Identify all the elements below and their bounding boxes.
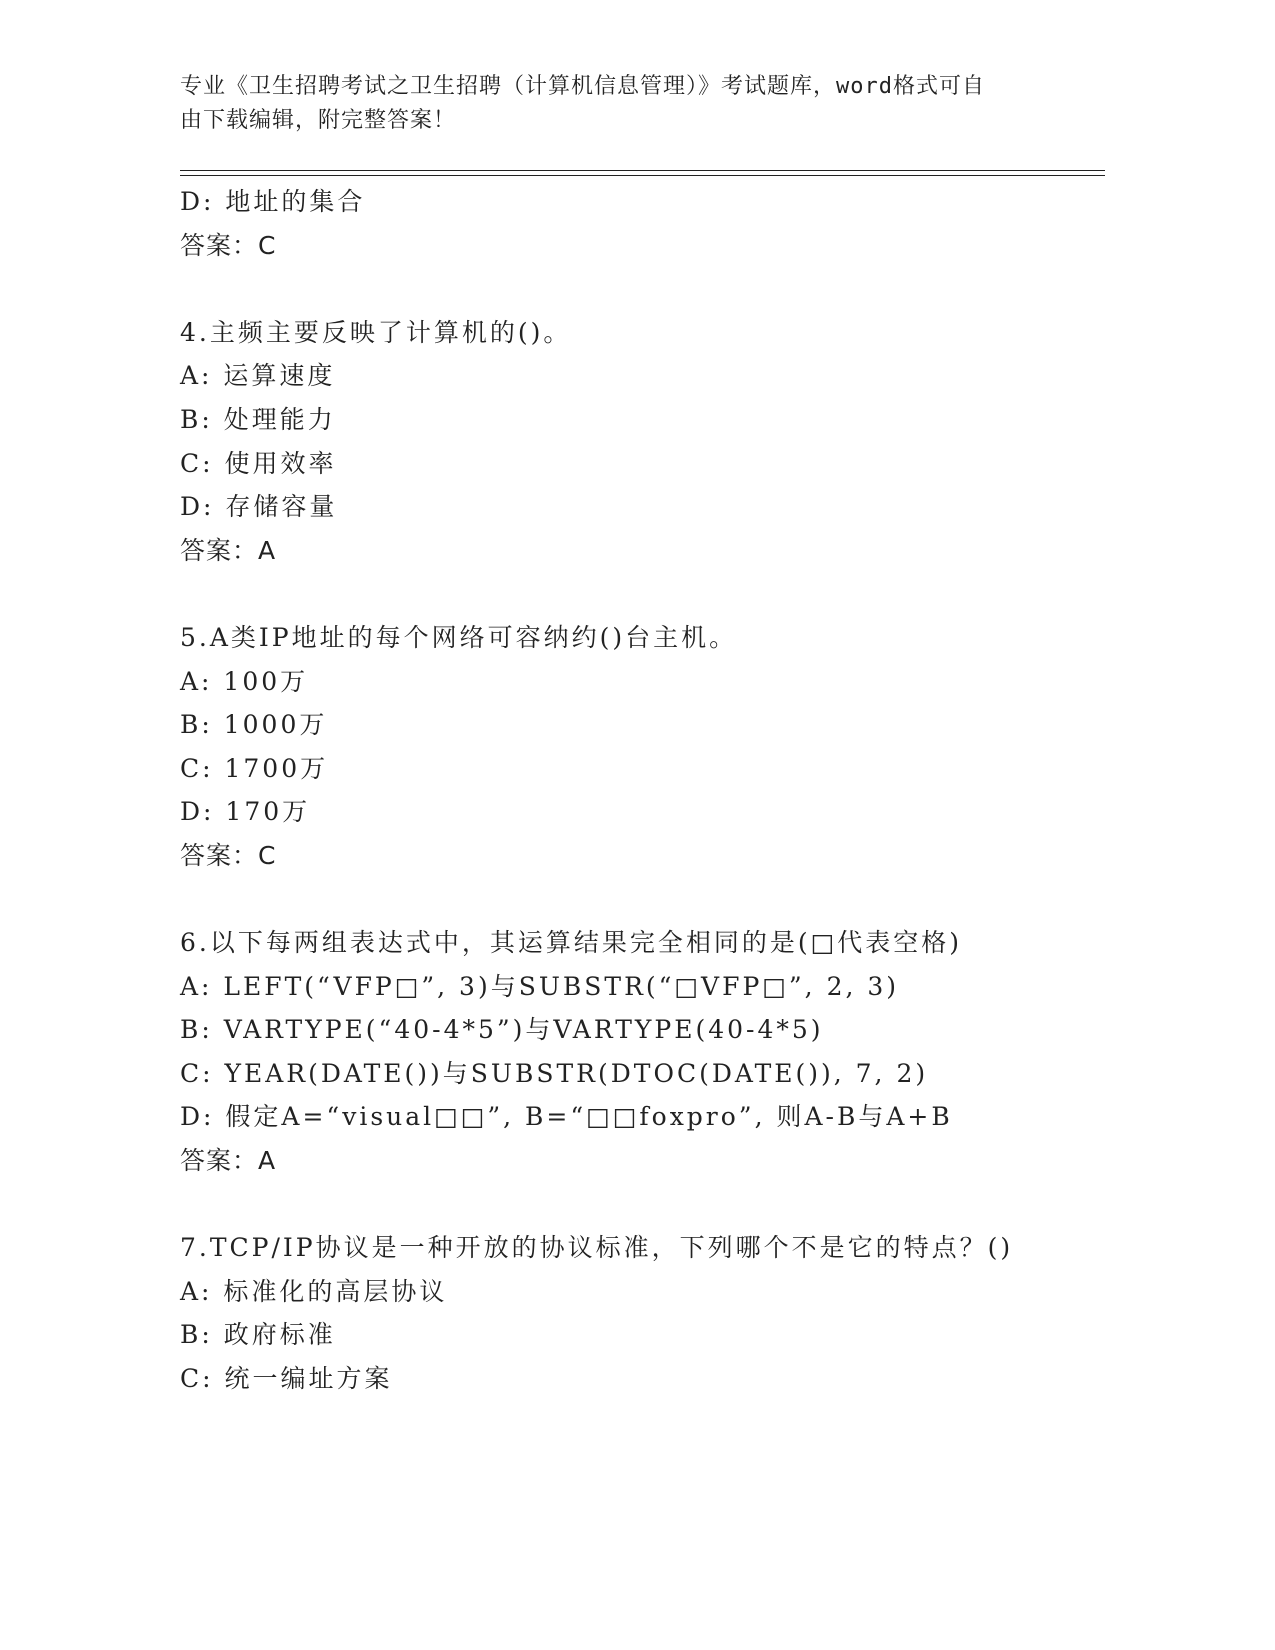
question-7: [180, 1226, 1080, 1400]
option-a: A: 运算速度: [180, 361, 336, 391]
answer: 答案：A: [180, 1146, 277, 1176]
answer: 答案：C: [180, 840, 277, 870]
spacer: [180, 572, 1080, 616]
question-4: [180, 311, 1080, 573]
header-divider-top: [180, 170, 1105, 171]
option-c: C: 1700万: [180, 753, 329, 783]
question-text: 7.TCP/IP协议是一种开放的协议标准，下列哪个不是它的特点？(): [180, 1233, 1014, 1263]
question-6: [180, 921, 1080, 1183]
header-line-2: 由下载编辑，附完整答案！: [180, 108, 457, 133]
option-a: A: 标准化的高层协议: [180, 1276, 448, 1306]
option-b: B: VARTYPE(“40-4*5”)与VARTYPE(40-4*5): [180, 1015, 824, 1045]
option-d: D: 170万: [180, 797, 311, 827]
spacer: [180, 1183, 1080, 1227]
document-header: [180, 70, 1040, 138]
header-divider-bottom: [180, 175, 1105, 176]
option-a: A: 100万: [180, 666, 309, 696]
option-c: C: 统一编址方案: [180, 1364, 393, 1394]
option-d: D: 假定A=“visual□□”, B=“□□foxpro”, 则A-B与A+B: [180, 1102, 953, 1132]
option-a: A: LEFT(“VFP□”, 3)与SUBSTR(“□VFP□”, 2, 3): [180, 971, 900, 1001]
option-c: C: YEAR(DATE())与SUBSTR(DTOC(DATE()), 7, 2): [180, 1058, 929, 1088]
question-text: 4.主频主要反映了计算机的()。: [180, 317, 572, 347]
option-c: C: 使用效率: [180, 448, 337, 478]
option-b: B: 政府标准: [180, 1320, 336, 1350]
question-text: 6.以下每两组表达式中，其运算结果完全相同的是(□代表空格): [180, 928, 962, 958]
spacer: [180, 878, 1080, 922]
question-5: [180, 616, 1080, 878]
option-b: B: 1000万: [180, 710, 328, 740]
answer: 答案：A: [180, 535, 277, 565]
answer: 答案：C: [180, 230, 277, 260]
header-line-1: 专业《卫生招聘考试之卫生招聘（计算机信息管理）》考试题库，word格式可自: [180, 74, 985, 99]
option-b: B: 处理能力: [180, 404, 336, 434]
option-d: D: 存储容量: [180, 492, 338, 522]
question-list: [180, 180, 1080, 1401]
spacer: [180, 267, 1080, 311]
option-d: D: 地址的集合: [180, 187, 366, 216]
question-3-tail: [180, 180, 1080, 267]
question-text: 5.A类IP地址的每个网络可容纳约()台主机。: [180, 622, 738, 652]
